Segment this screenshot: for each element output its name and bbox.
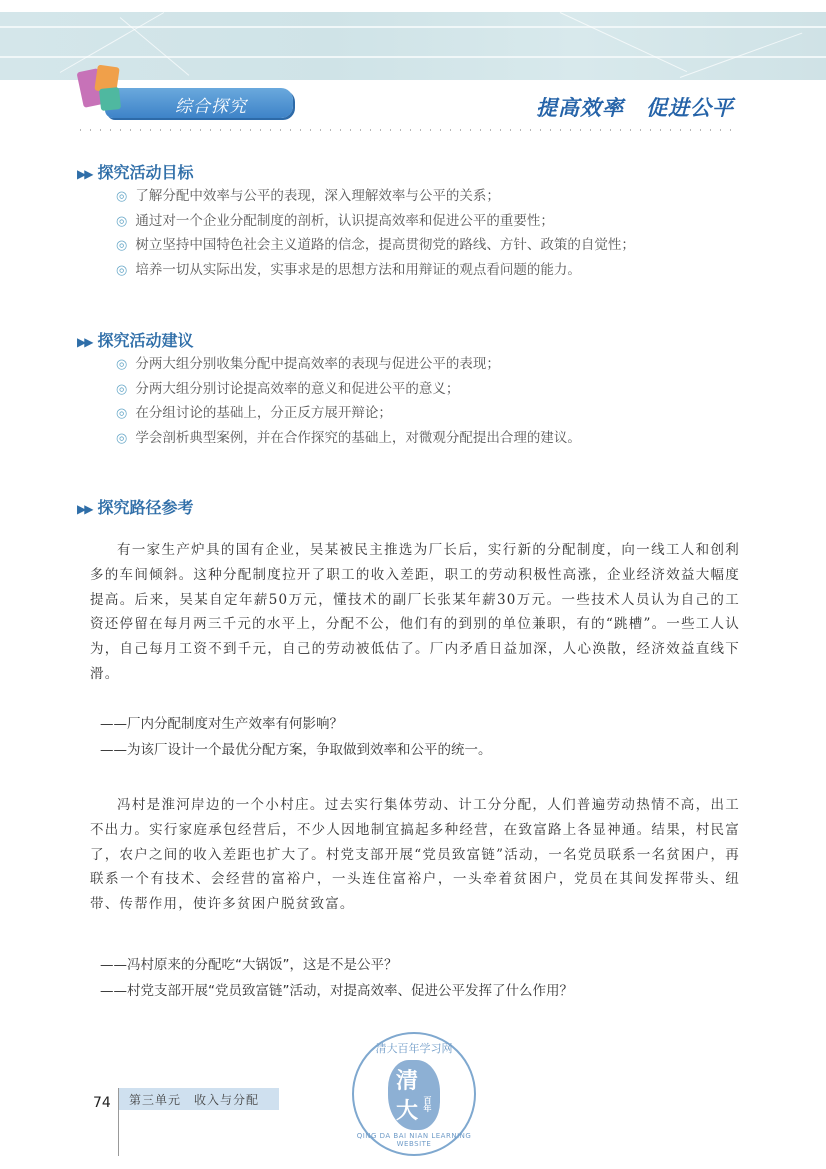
watermark-top-text: 清大百年学习网 — [375, 1042, 453, 1055]
circle-bullet-icon: ◎ — [116, 430, 128, 446]
list-item — [116, 209, 635, 234]
circle-bullet-icon: ◎ — [116, 238, 128, 253]
page-title: 提高效率 促进公平 — [536, 96, 734, 120]
case2-paragraph: 冯村是淮河岸边的一个小村庄。过去实行集体劳动、计工分分配，人们普遍劳动热情不高，出工不出力。实行家庭承包经营后，不少人因地制宜搞起多种经营，在致富路上各显神通。结果，村民富了，农户之间的收入差距也扩大了。村党支部开展“党员致富链”活动，一名党员联系一名贫困户，再联系一个有技术、会经营的富裕户，一头连住富裕户，一头牵着贫困户，党员在其间发挥带头、纽带、传帮作用，使许多贫困户脱贫致富。 — [90, 797, 740, 913]
badge-label: 综合探究 — [175, 97, 247, 117]
circle-bullet-icon: ◎ — [116, 213, 128, 229]
section-heading-suggestions — [77, 328, 193, 351]
section-heading-path — [77, 495, 193, 518]
unit-label: 第三单元 收入与分配 — [129, 1093, 260, 1107]
watermark-emblem — [388, 1060, 440, 1130]
list-item — [116, 352, 581, 377]
list-item — [116, 401, 581, 426]
section-heading-goals — [77, 160, 193, 183]
circle-bullet-icon: ◎ — [116, 381, 128, 397]
suggestions-list — [116, 352, 581, 450]
list-item-text: 树立坚持中国特色社会主义道路的信念，提高贯彻党的路线、方针、政策的自觉性； — [135, 237, 635, 253]
list-item-text: 通过对一个企业分配制度的剖析，认识提高效率和促进公平的重要性； — [135, 212, 554, 229]
watermark-small-text: 百年 — [423, 1096, 432, 1112]
section-heading-text: 探究活动目标 — [97, 163, 194, 182]
watermark-stamp — [352, 1032, 476, 1156]
list-item — [116, 184, 635, 209]
list-item — [116, 258, 635, 283]
watermark-char: 大 — [396, 1099, 419, 1124]
puzzle-piece-icon — [99, 87, 121, 111]
list-item-text: 了解分配中效率与公平的表现，深入理解效率与公平的关系； — [135, 188, 500, 204]
circle-bullet-icon: ◎ — [116, 262, 128, 278]
list-item — [116, 426, 581, 451]
case1-question-2: ——为该厂设计一个最优分配方案，争取做到效率和公平的统一。 — [100, 742, 492, 758]
case2-question-2: ——村党支部开展“党员致富链”活动，对提高效率、促进公平发挥了什么作用？ — [100, 983, 573, 999]
header-decorative-band — [0, 12, 826, 80]
section-badge — [105, 88, 293, 118]
case2-question-1: ——冯村原来的分配吃“大锅饭”，这是不是公平？ — [100, 957, 398, 973]
list-item-text: 在分组讨论的基础上，分正反方展开辩论； — [135, 405, 392, 421]
list-item-text: 培养一切从实际出发，实事求是的思想方法和用辩证的观点看问题的能力。 — [135, 261, 581, 278]
list-item-text: 学会剖析典型案例，并在合作探究的基础上，对微观分配提出合理的建议。 — [135, 429, 581, 446]
double-arrow-icon: ▶▶ — [77, 502, 92, 516]
case1-paragraph: 有一家生产炉具的国有企业，吴某被民主推选为厂长后，实行新的分配制度，向一线工人和创利多的车间倾斜。这种分配制度拉开了职工的收入差距，职工的劳动积极性高涨，企业经济效益大幅度提高。后来，吴某自定年薪50万元，懂技术的副厂长张某年薪30万元。一些技术人员认为自己的工资还停留在每月两三千元的水平上，分配不公，他们有的到别的单位兼职，有的“跳槽”。一些工人认为，自己每月工资不到千元，自己的劳动被低估了。厂内矛盾日益加深，人心涣散，经济效益直线下滑。 — [90, 542, 740, 682]
circle-bullet-icon: ◎ — [116, 189, 128, 204]
page-number: 74 — [93, 1095, 111, 1111]
list-item — [116, 377, 581, 402]
watermark-char: 清 — [396, 1069, 419, 1094]
header-divider — [80, 129, 734, 131]
goals-list — [116, 184, 635, 282]
case1-question-1: ——厂内分配制度对生产效率有何影响？ — [100, 716, 343, 732]
list-item-text: 分两大组分别讨论提高效率的意义和促进公平的意义； — [135, 380, 460, 397]
section-heading-text: 探究活动建议 — [97, 331, 194, 350]
unit-label-bar — [119, 1088, 279, 1110]
list-item — [116, 233, 635, 258]
double-arrow-icon: ▶▶ — [77, 335, 92, 349]
circle-bullet-icon: ◎ — [116, 406, 128, 421]
watermark-bottom-text: QING DA BAI NIAN LEARNING WEBSITE — [356, 1132, 472, 1148]
circle-bullet-icon: ◎ — [116, 357, 128, 372]
section-heading-text: 探究路径参考 — [97, 498, 194, 517]
double-arrow-icon: ▶▶ — [77, 167, 92, 181]
list-item-text: 分两大组分别收集分配中提高效率的表现与促进公平的表现； — [135, 356, 500, 372]
